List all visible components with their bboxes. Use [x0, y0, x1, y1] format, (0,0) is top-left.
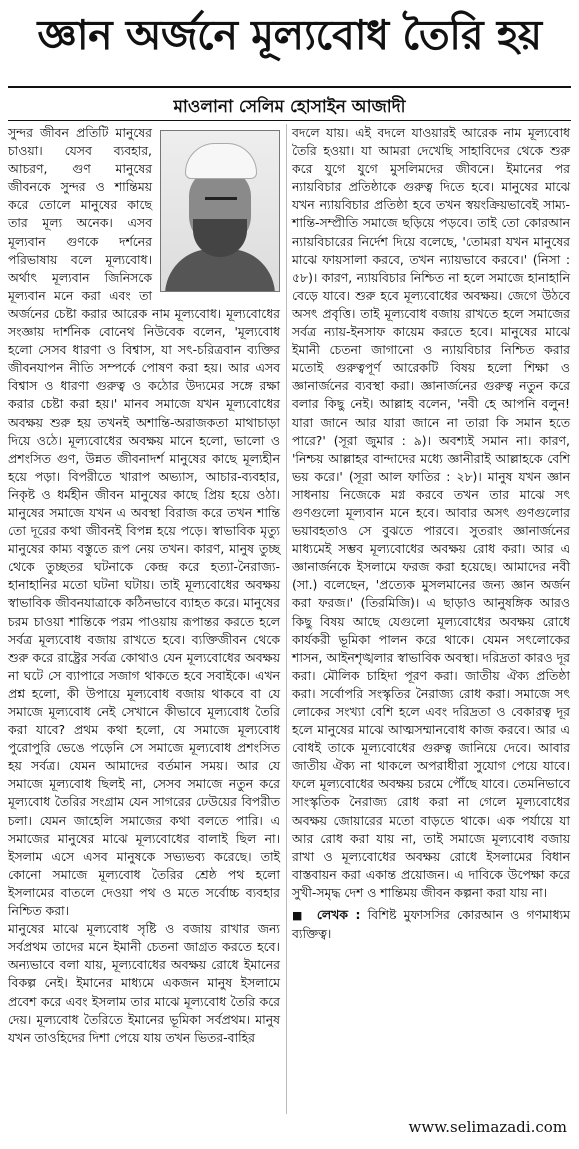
column-divider: [286, 124, 287, 1114]
paragraph-left-2: মানুষের মাঝে মূল্যবোধ সৃষ্টি ও বজায় রাখার জন্য সর্বপ্রথম তাদের মনে ইমানী চেতনা জাগ্রত করতে হবে। অন্যভাবে বলা যায়, মূল্যবোধের অবক্ষয় রোধে ইমানের বিকল্প নেই। ইমানের মাধ্যমে একজন মানুষ ইসলামে প্রবেশ করে এবং ইসলাম তার মাঝে মূল্যবোধ তৈরি করে দেয়। মূল্যবোধ তৈরিতে ইমানের ভূমিকা সর্বপ্রথম। মানুষ যখন তাওহিদের দিশা পেয়ে যায় তখন ভিতর-বাহির: [8, 921, 280, 1045]
headline-rule: [8, 86, 571, 88]
website-link[interactable]: www.selimazadi.com: [408, 1118, 567, 1136]
paragraph-left-1: [8, 124, 280, 920]
left-column: [8, 124, 280, 1047]
author-photo: [160, 130, 280, 292]
article-headline: জ্ঞান অর্জনে মূল্যবোধ তৈরি হয়: [37, 11, 542, 59]
byline-rule: [8, 120, 571, 121]
right-column: [292, 124, 570, 943]
paragraph-right-1: বদলে যায়। এই বদলে যাওয়ারই আরেক নাম মূল্যবোধ তৈরি হওয়া। যা আমরা দেখেছি সাহাবিদের থেকে শুরু করে যুগে যুগে মুসলিমদের জীবনে। ইমানের পর ন্যায়বিচার প্রতিষ্ঠাকে গুরুত্ব দিতে হবে। মানুষের মাঝে যখন ন্যায়বিচার প্রতিষ্ঠা হবে তখন স্বয়ংক্রিয়ভাবেই সাম্য-শান্তি-সম্প্রীতি সমাজে ছড়িয়ে পড়বে। তাই তো কোরআন ন্যায়বিচারের নির্দেশ দিয়ে বলেছে, 'তোমরা যখন মানুষের মাঝে ফায়সালা করবে, তখন ন্যায়ভাবে করবে।' (নিসা : ৫৮)। কারণ, ন্যায়বিচার নিশ্চিত না হলে সমাজে হানাহানি বেড়ে যাবে। শুরু হবে মূল্যবোধের অবক্ষয়। জেগে উঠবে অসৎ প্রবৃত্তি। তাই মূল্যবোধ বজায় রাখতে হলে সমাজের সর্বত্র ন্যায়-ইনসাফ কায়েম করতে হবে। মানুষের মাঝে ইমানী চেতনা জাগানো ও ন্যায়বিচার নিশ্চিত করার মতোই গুরুত্বপূর্ণ আরেকটি বিষয় হলো শিক্ষা ও জ্ঞানার্জনের ব্যবস্থা করা। জ্ঞানার্জনের গুরুত্ব নতুন করে বলার কিছু নেই। আল্লাহ বলেন, 'নবী হে আপনি বলুন! যারা জানে আর যারা জানে না তারা কি সমান হতে পারে?' (সূরা জুমার : ৯)। অবশ্যই সমান না। কারণ, 'নিশ্চয় আল্লাহর বান্দাদের মধ্যে জ্ঞানীরাই আল্লাহকে বেশি ভয় করে।' (সূরা আল ফাতির : ২৮)। মানুষ যখন জ্ঞান সাধনায় নিজেকে মগ্ন করবে তখন তার মাঝে সৎ গুণগুলো মূল্যবান মনে হবে। আবার অসৎ গুণগুলোর ভয়াবহতাও সে বুঝতে পারবে। সুতরাং জ্ঞানার্জনের মাধ্যমেই সম্ভব মূল্যবোধের অবক্ষয় রোধ করা। আর এ জ্ঞানার্জনকে ইসলামে ফরজ করা হয়েছে। আমাদের নবী (সা.) বলেছেন, 'প্রত্যেক মুসলমানের জন্য জ্ঞান অর্জন করা ফরজ।' (তিরমিজি)। এ ছাড়াও আনুষঙ্গিক আরও কিছু বিষয় আছে যেগুলো মূল্যবোধের অবক্ষয় রোধে কার্যকরী ভূমিকা পালন করে থাকে। যেমন সৎলোকের শাসন, আইনশৃঙ্খলার স্বাভাবিক অবস্থা। দরিদ্রতা কারও দূর করা। মৌলিক চাহিদা পূরণ করা। জাতীয় ঐক্য প্রতিষ্ঠা করা। সর্বোপরি সংস্কৃতির নৈরাজ্য রোধ করা। সমাজে সৎ লোকের সংখ্যা বেশি হলে এবং দরিদ্রতা ও বেকারত্ব দূর হলে মানুষের মাঝে আত্মসম্মানবোধ কাজ করবে। আর এ বোধই তাকে মূল্যবোধের গুরুত্ব জানিয়ে দেবে। আবার জাতীয় ঐক্য না থাকলে অপরাধীরা সুযোগ পেয়ে যাবে। ফলে মূল্যবোধের অবক্ষয় চরমে পৌঁছে যাবে। তেমনিভাবে সাংস্কৃতিক নৈরাজ্য রোধ করা না গেলে মূল্যবোধের অবক্ষয় জোয়ারের মতো বাড়তে থাকে। এক পর্যায়ে যা আর রোধ করা যায় না, তাই সমাজে মূল্যবোধ বজায় রাখা ও মূল্যবোধের অবক্ষয় রোধে ইসলামের বিধান বাস্তবায়ন করা একান্ত প্রয়োজন। এ দাবিকে উপেক্ষা করে সুখী-সমৃদ্ধ দেশ ও শান্তিময় জীবন কল্পনা করা যায় না।: [292, 125, 570, 900]
author-note: [292, 906, 570, 943]
author-note-text: বিশিষ্ট মুফাসসির কোরআন ও গণমাধ্যম ব্যক্তিত্ব।: [292, 907, 570, 942]
paragraph-text: সুন্দর জীবন প্রতিটি মানুষের চাওয়া। যেসব ব্যবহার, আচরণ, গুণ মানুষের জীবনকে সুন্দর ও শান্তিময় করে তোলে মানুষের কাছে তার মূল্য অনেক। এসব মূল্যবান গুণকে দর্শনের পরিভাষায় বলে মূল্যবোধ। অর্থাৎ মূল্যবান জিনিসকে মূল্যবান মনে করা এবং তা অর্জনের চেষ্টা করার আরেক নাম মূল্যবোধ। মূল্যবোধের সংজ্ঞায় দার্শনিক বোনেথ নিউবেক বলেন, 'মূল্যবোধ হলো সেসব ধারণা ও বিশ্বাস, যা সৎ-চরিত্রবান ব্যক্তির জীবনযাপন নীতি সম্পর্কে পোষণ করা হয়। আর এসব বিশ্বাস ও ধারণা গুরুত্ব ও কঠোর উদ্যমের সঙ্গে রক্ষা করার চেষ্টা করা হয়।' মানব সমাজে যখন মূল্যবোধের অবক্ষয় শুরু হয় তখনই অশান্তি-অরাজকতা মাথাচাড়া দিয়ে ওঠে। মূল্যবোধের অবক্ষয় মানে হলো, ভালো ও প্রশংসিত গুণ, উন্নত জীবনাদর্শ মানুষের কাছে মূল্যহীন হয়ে পড়া। বিপরীতে খারাপ অভ্যাস, আচার-ব্যবহার, নিকৃষ্ট ও ধর্মহীন জীবন মানুষের কাছে প্রিয় হয়ে ওঠা। মানুষের সমাজে যখন এ অবস্থা বিরাজ করে তখন শান্তি তো দূরের কথা জীবনই বিপন্ন হয়ে পড়ে। স্বাভাবিক মৃত্যু মানুষের কাম্য বস্তুতে রূপ নেয় তখন। কারণ, মানুষ তুচ্ছ থেকে তুচ্ছতর ঘটনাকে কেন্দ্র করে হত্যা-নৈরাজ্য-হানাহানির মতো ঘটনা ঘটায়। তাই মূল্যবোধের অবক্ষয় স্বাভাবিক জীবনযাত্রাকে কঠিনভাবে ব্যাহত করে। মানুষের চরম চাওয়া শান্তিকে পরম পাওয়ায় রূপান্তর করতে হলে সর্বত্র মূল্যবোধ বজায় রাখতে হবে। ব্যক্তিজীবন থেকে শুরু করে রাষ্ট্রের সর্বত্র কোথাও যেন মূল্যবোধের অবক্ষয় না ঘটে সে ব্যাপারে সজাগ থাকতে হবে সবাইকে। এখন প্রশ্ন হলো, কী উপায়ে মূল্যবোধ বজায় থাকবে বা যে সমাজে মূল্যবোধ নেই সেখানে কীভাবে মূল্যবোধ তৈরি করা যাবে? প্রথম কথা হলো, যে সমাজে মূল্যবোধ পুরোপুরি ভেঙে পড়েনি সে সমাজে মূল্যবোধ প্রশংসিত হয় সর্বত্র। যেমন আমাদের বর্তমান সময়। আর যে সমাজে মূল্যবোধ ছিলই না, সেসব সমাজে নতুন করে মূল্যবোধ তৈরির সংগ্রাম যেন সাগরের ঢেউয়ের বিপরীত চলা। যেমন জাহেলি সমাজের কথা বলতে পারি। এ সমাজের মানুষের মাঝে মূল্যবোধের বালাই ছিল না। ইসলাম এসে এসব মানুষকে সভ্যভব্য করেছে। তাই কোনো সমাজে মূল্যবোধ তৈরির শ্রেষ্ঠ পথ হলো ইসলামের বাতলে দেওয়া পথ ও মতে সর্বোচ্চ ব্যবহার নিশ্চিত করা।: [8, 125, 280, 919]
author-note-label: লেখক :: [316, 907, 361, 923]
square-bullet-icon: ■: [292, 909, 306, 923]
author-byline: মাওলানা সেলিম হোসাইন আজাদী: [173, 97, 406, 117]
